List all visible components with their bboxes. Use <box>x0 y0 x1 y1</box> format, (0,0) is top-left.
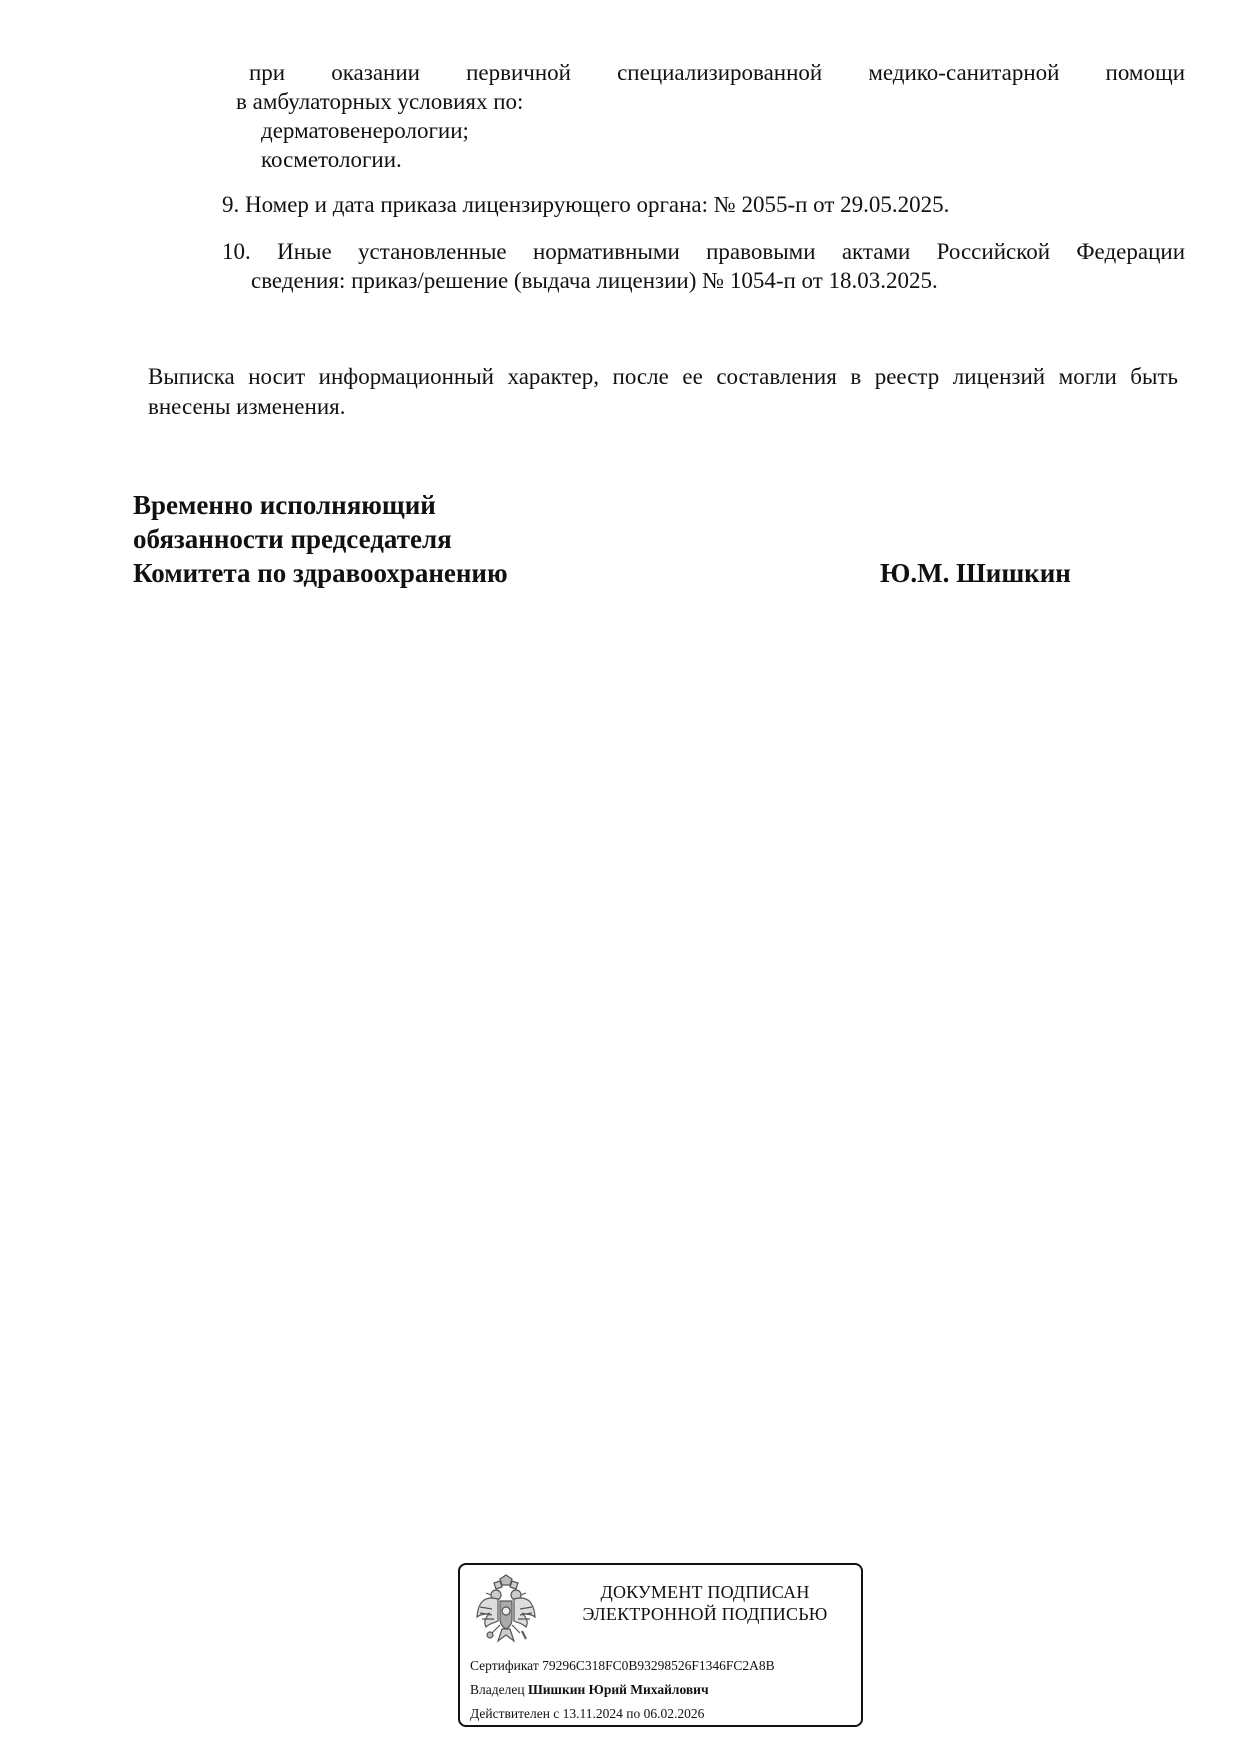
list-item-cosmetology: косметологии. <box>261 147 402 172</box>
stamp-heading <box>560 1581 850 1625</box>
signatory-title <box>133 488 508 590</box>
certificate-value: 79296C318FC0B93298526F1346FC2A8B <box>542 1658 775 1673</box>
continuation-line-2: в амбулаторных условиях по: <box>236 89 524 114</box>
signatory-title-line-1: Временно исполняющий <box>133 490 436 520</box>
list-item-dermatovenereology: дерматовенерологии; <box>261 118 469 143</box>
info-note-line-2: внесены изменения. <box>148 394 346 419</box>
e-signature-stamp <box>458 1563 863 1727</box>
item-10-line-1: 10. Иные установленные нормативными правовыми актами Российской Федерации <box>222 239 1185 264</box>
stamp-owner-row <box>470 1681 709 1698</box>
owner-label: Владелец <box>470 1682 525 1697</box>
certificate-label: Сертификат <box>470 1658 539 1673</box>
signatory-name: Ю.М. Шишкин <box>880 558 1071 588</box>
stamp-certificate-row <box>470 1657 775 1674</box>
owner-value: Шишкин Юрий Михайлович <box>527 1682 709 1697</box>
item-9-order-number: 9. Номер и дата приказа лицензирующего органа: № 2055-п от 29.05.2025. <box>222 192 950 217</box>
russian-coat-of-arms-icon <box>474 1573 538 1651</box>
item-10-line-2: сведения: приказ/решение (выдача лицензии) № 1054-п от 18.03.2025. <box>251 268 938 293</box>
stamp-validity-row: Действителен с 13.11.2024 по 06.02.2026 <box>470 1706 705 1721</box>
continuation-line-1: при оказании первичной специализированной медико-санитарной помощи <box>249 60 1185 85</box>
signatory-title-line-2: обязанности председателя <box>133 524 452 554</box>
stamp-heading-line-2: ЭЛЕКТРОННОЙ ПОДПИСЬЮ <box>582 1604 828 1624</box>
signatory-title-line-3: Комитета по здравоохранению <box>133 558 508 588</box>
info-note-line-1: Выписка носит информационный характер, после ее составления в реестр лицензий могли быть <box>148 364 1178 389</box>
stamp-heading-line-1: ДОКУМЕНТ ПОДПИСАН <box>600 1582 810 1602</box>
